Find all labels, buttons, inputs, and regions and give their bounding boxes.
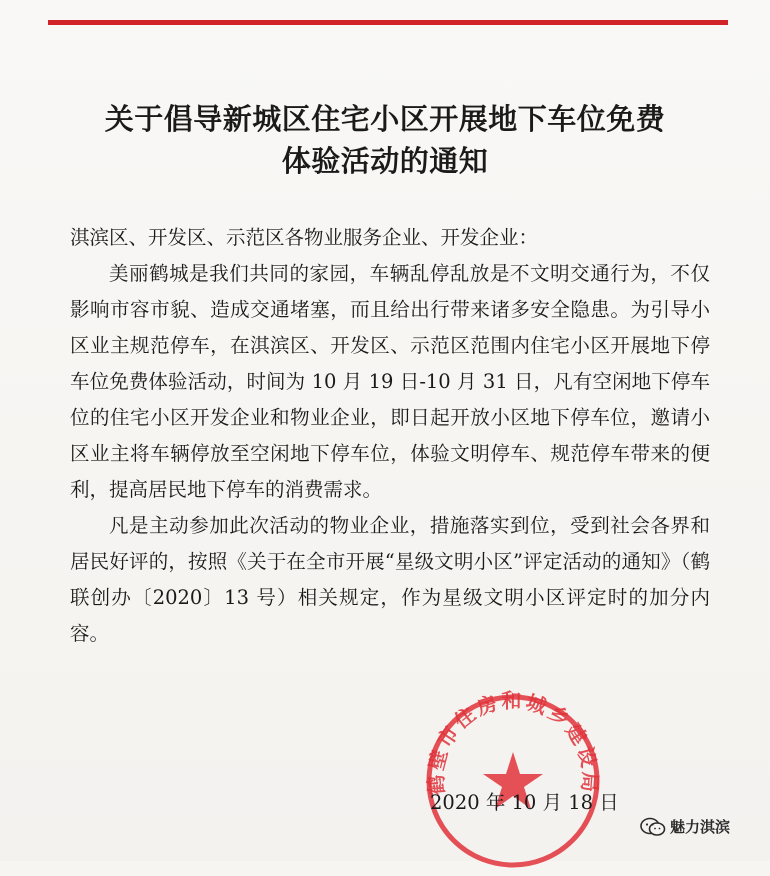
- wechat-icon: [640, 817, 666, 837]
- title-line-2: 体验活动的通知: [281, 144, 489, 178]
- paragraph-1: 美丽鹤城是我们共同的家园，车辆乱停乱放是不文明交通行为，不仅影响市容市貌、造成交通堵塞，而且给出行带来诸多安全隐患。为引导小区业主规范停车，在淇滨区、开发区、示范区范围内住宅小区开展地下停车位免费体验活动，时间为 10 月 19 日-10 月 31 日，凡有空闲地下停车位的住宅小区开发企业和物业企业，即日起开放小区地下停车位，邀请小区业主将车辆停放至空闲地下停车位，体验文明停车、规范停车带来的便利，提高居民地下停车的消费需求。: [70, 262, 710, 501]
- wechat-watermark: [640, 816, 730, 837]
- official-seal: [418, 686, 608, 876]
- seal-text: 鹤壁市住房和城乡建设局: [423, 688, 603, 796]
- salutation: 淇滨区、开发区、示范区各物业服务企业、开发企业：: [70, 226, 539, 249]
- watermark-label: 魅力淇滨: [670, 818, 731, 836]
- document-title: [50, 98, 720, 182]
- paragraph-2: 凡是主动参加此次活动的物业企业，措施落实到位，受到社会各界和居民好评的，按照《关于在全市开展“星级文明小区”评定活动的通知》（鹤联创办〔2020〕13 号）相关规定，作为星级文明小区评定时的加分内容。: [70, 514, 710, 645]
- red-header-rule: [48, 20, 728, 25]
- title-line-1: 关于倡导新城区住宅小区开展地下车位免费: [104, 102, 666, 136]
- document-body: [70, 220, 710, 652]
- document-date: 2020 年 10 月 18 日: [430, 791, 619, 814]
